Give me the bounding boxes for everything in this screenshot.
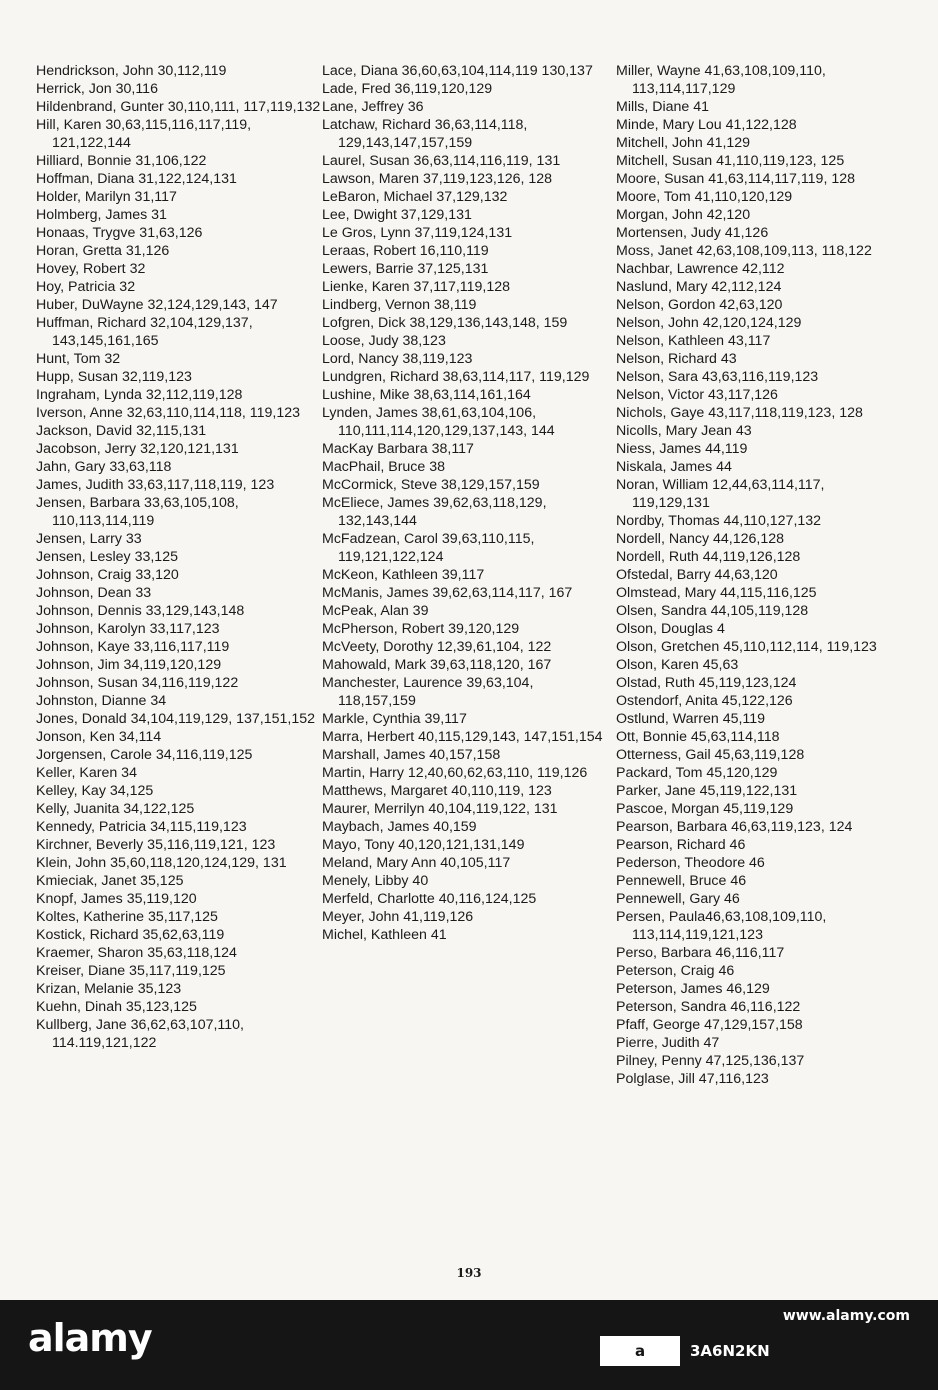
index-entry: Huffman, Richard 32,104,129,137, 143,145,161,165 <box>36 315 253 349</box>
index-entry: Johnson, Kaye 33,116,117,119 <box>36 639 230 655</box>
index-entry: Miller, Wayne 41,63,108,109,110, 113,114,117,129 <box>616 63 826 97</box>
index-entry: Lord, Nancy 38,119,123 <box>322 351 473 367</box>
index-entry: Jahn, Gary 33,63,118 <box>36 459 172 475</box>
index-entry: Packard, Tom 45,120,129 <box>616 765 778 781</box>
index-entry: Lade, Fred 36,119,120,129 <box>322 81 493 97</box>
index-entry: Martin, Harry 12,40,60,62,63,110, 119,126 <box>322 765 588 781</box>
index-entry: Pierre, Judith 47 <box>616 1035 720 1051</box>
index-entry: Ofstedal, Barry 44,63,120 <box>616 567 778 583</box>
index-entry: Hoffman, Diana 31,122,124,131 <box>36 171 237 187</box>
index-entry: Knopf, James 35,119,120 <box>36 891 197 907</box>
index-entry: Hunt, Tom 32 <box>36 351 121 367</box>
alamy-logo: alamy <box>28 1316 152 1360</box>
index-entry: Hill, Karen 30,63,115,116,117,119, 121,122,144 <box>36 117 252 151</box>
index-entry: Klein, John 35,60,118,120,124,129, 131 <box>36 855 287 871</box>
index-entry: Niess, James 44,119 <box>616 441 748 457</box>
index-entry: LeBaron, Michael 37,129,132 <box>322 189 508 205</box>
index-entry: Meyer, John 41,119,126 <box>322 909 474 925</box>
index-entry: Jackson, David 32,115,131 <box>36 423 207 439</box>
index-entry: Hupp, Susan 32,119,123 <box>36 369 192 385</box>
index-entry: Nachbar, Lawrence 42,112 <box>616 261 785 277</box>
index-entry: James, Judith 33,63,117,118,119, 123 <box>36 477 275 493</box>
index-entry: Pilney, Penny 47,125,136,137 <box>616 1053 805 1069</box>
index-entry: Nelson, John 42,120,124,129 <box>616 315 802 331</box>
index-entry: Nordell, Ruth 44,119,126,128 <box>616 549 801 565</box>
index-entry: Hendrickson, John 30,112,119 <box>36 63 227 79</box>
index-entry: Olson, Gretchen 45,110,112,114, 119,123 <box>616 639 877 655</box>
index-entry: Herrick, Jon 30,116 <box>36 81 158 97</box>
index-entry: Minde, Mary Lou 41,122,128 <box>616 117 797 133</box>
index-entry: Merfeld, Charlotte 40,116,124,125 <box>322 891 537 907</box>
page-number: 193 <box>456 1266 482 1280</box>
index-entry: Hildenbrand, Gunter 30,110,111, 117,119,132 <box>36 99 321 115</box>
index-entry: Pascoe, Morgan 45,119,129 <box>616 801 794 817</box>
index-entry: Kuehn, Dinah 35,123,125 <box>36 999 197 1015</box>
index-entry: Loose, Judy 38,123 <box>322 333 446 349</box>
index-entry: Lane, Jeffrey 36 <box>322 99 424 115</box>
index-entry: Naslund, Mary 42,112,124 <box>616 279 782 295</box>
index-entry: McEliece, James 39,62,63,118,129, 132,143,144 <box>322 495 547 529</box>
index-entry: Marshall, James 40,157,158 <box>322 747 501 763</box>
index-entry: Moss, Janet 42,63,108,109,113, 118,122 <box>616 243 872 259</box>
index-entry: Lee, Dwight 37,129,131 <box>322 207 472 223</box>
index-entry: Nelson, Kathleen 43,117 <box>616 333 771 349</box>
index-entry: Mitchell, Susan 41,110,119,123, 125 <box>616 153 845 169</box>
index-entry: McVeety, Dorothy 12,39,61,104, 122 <box>322 639 552 655</box>
index-entry: Jacobson, Jerry 32,120,121,131 <box>36 441 239 457</box>
index-entry: Pennewell, Gary 46 <box>616 891 740 907</box>
index-entry: Mayo, Tony 40,120,121,131,149 <box>322 837 525 853</box>
index-entry: Krizan, Melanie 35,123 <box>36 981 182 997</box>
index-entry: Horan, Gretta 31,126 <box>36 243 170 259</box>
index-entry: Marra, Herbert 40,115,129,143, 147,151,154 <box>322 729 603 745</box>
index-entry: Hoy, Patricia 32 <box>36 279 136 295</box>
index-entry: Olmstead, Mary 44,115,116,125 <box>616 585 817 601</box>
index-entry: Nordby, Thomas 44,110,127,132 <box>616 513 822 529</box>
index-entry: Kennedy, Patricia 34,115,119,123 <box>36 819 247 835</box>
index-entry: Jensen, Larry 33 <box>36 531 142 547</box>
index-entry: Lofgren, Dick 38,129,136,143,148, 159 <box>322 315 568 331</box>
index-entry: Kelley, Kay 34,125 <box>36 783 154 799</box>
index-entry: Menely, Libby 40 <box>322 873 429 889</box>
index-entry: Moore, Susan 41,63,114,117,119, 128 <box>616 171 856 187</box>
index-entry: Lindberg, Vernon 38,119 <box>322 297 477 313</box>
index-entry: Pearson, Richard 46 <box>616 837 746 853</box>
index-entry: Laurel, Susan 36,63,114,116,119, 131 <box>322 153 561 169</box>
index-entry: Jonson, Ken 34,114 <box>36 729 162 745</box>
index-column-1 <box>36 62 326 1052</box>
index-entry: Kraemer, Sharon 35,63,118,124 <box>36 945 237 961</box>
index-entry: McPeak, Alan 39 <box>322 603 429 619</box>
index-entry: Maurer, Merrilyn 40,104,119,122, 131 <box>322 801 558 817</box>
index-entry: Ostlund, Warren 45,119 <box>616 711 766 727</box>
index-entry: Johnson, Jim 34,119,120,129 <box>36 657 222 673</box>
index-entry: Moore, Tom 41,110,120,129 <box>616 189 793 205</box>
index-entry: Pearson, Barbara 46,63,119,123, 124 <box>616 819 853 835</box>
index-entry: Mortensen, Judy 41,126 <box>616 225 769 241</box>
index-entry: McKeon, Kathleen 39,117 <box>322 567 485 583</box>
index-entry: Koltes, Katherine 35,117,125 <box>36 909 218 925</box>
index-entry: Pennewell, Bruce 46 <box>616 873 747 889</box>
index-entry: MacKay Barbara 38,117 <box>322 441 474 457</box>
index-entry: Honaas, Trygve 31,63,126 <box>36 225 203 241</box>
index-entry: Johnston, Dianne 34 <box>36 693 167 709</box>
index-entry: Lynden, James 38,61,63,104,106, 110,111,114,120,129,137,143, 144 <box>322 405 555 439</box>
index-entry: Otterness, Gail 45,63,119,128 <box>616 747 805 763</box>
index-entry: Peterson, James 46,129 <box>616 981 770 997</box>
index-entry: Lushine, Mike 38,63,114,161,164 <box>322 387 531 403</box>
index-entry: Nichols, Gaye 43,117,118,119,123, 128 <box>616 405 863 421</box>
index-entry: Nicolls, Mary Jean 43 <box>616 423 752 439</box>
index-entry: Olsen, Sandra 44,105,119,128 <box>616 603 809 619</box>
index-entry: Maybach, James 40,159 <box>322 819 477 835</box>
index-entry: Jensen, Lesley 33,125 <box>36 549 178 565</box>
index-entry: Nordell, Nancy 44,126,128 <box>616 531 784 547</box>
index-entry: Polglase, Jill 47,116,123 <box>616 1071 769 1087</box>
index-entry: Hilliard, Bonnie 31,106,122 <box>36 153 207 169</box>
index-entry: Jensen, Barbara 33,63,105,108, 110,113,114,119 <box>36 495 239 529</box>
index-entry: Meland, Mary Ann 40,105,117 <box>322 855 511 871</box>
index-entry: Jorgensen, Carole 34,116,119,125 <box>36 747 253 763</box>
index-entry: McPherson, Robert 39,120,129 <box>322 621 520 637</box>
index-column-2 <box>322 62 612 944</box>
index-entry: Michel, Kathleen 41 <box>322 927 447 943</box>
index-entry: Perso, Barbara 46,116,117 <box>616 945 785 961</box>
index-entry: Ostendorf, Anita 45,122,126 <box>616 693 793 709</box>
index-entry: Kreiser, Diane 35,117,119,125 <box>36 963 226 979</box>
index-entry: Johnson, Dean 33 <box>36 585 152 601</box>
index-column-3 <box>616 62 906 1088</box>
index-entry: Pederson, Theodore 46 <box>616 855 765 871</box>
index-entry: Latchaw, Richard 36,63,114,118, 129,143,147,157,159 <box>322 117 528 151</box>
index-entry: Huber, DuWayne 32,124,129,143, 147 <box>36 297 278 313</box>
index-entry: Mahowald, Mark 39,63,118,120, 167 <box>322 657 552 673</box>
index-entry: Hovey, Robert 32 <box>36 261 146 277</box>
index-entry: Ingraham, Lynda 32,112,119,128 <box>36 387 243 403</box>
index-entry: Kostick, Richard 35,62,63,119 <box>36 927 225 943</box>
index-entry: Kirchner, Beverly 35,116,119,121, 123 <box>36 837 276 853</box>
index-entry: Nelson, Gordon 42,63,120 <box>616 297 783 313</box>
index-entry: Jones, Donald 34,104,119,129, 137,151,152 <box>36 711 315 727</box>
index-entry: Pfaff, George 47,129,157,158 <box>616 1017 803 1033</box>
watermark-bar <box>0 1300 938 1390</box>
index-entry: Holmberg, James 31 <box>36 207 167 223</box>
index-entry: Nelson, Sara 43,63,116,119,123 <box>616 369 819 385</box>
index-entry: Nelson, Richard 43 <box>616 351 737 367</box>
index-entry: Keller, Karen 34 <box>36 765 137 781</box>
index-entry: Kelly, Juanita 34,122,125 <box>36 801 195 817</box>
image-id: 3A6N2KN <box>690 1342 770 1360</box>
index-entry: Markle, Cynthia 39,117 <box>322 711 467 727</box>
index-entry: Lienke, Karen 37,117,119,128 <box>322 279 511 295</box>
index-entry: Johnson, Dennis 33,129,143,148 <box>36 603 245 619</box>
index-entry: MacPhail, Bruce 38 <box>322 459 446 475</box>
index-entry: McManis, James 39,62,63,114,117, 167 <box>322 585 573 601</box>
index-entry: Lace, Diana 36,60,63,104,114,119 130,137 <box>322 63 593 79</box>
index-entry: Morgan, John 42,120 <box>616 207 751 223</box>
index-entry: Olson, Douglas 4 <box>616 621 725 637</box>
index-entry: Noran, William 12,44,63,114,117, 119,129,131 <box>616 477 825 511</box>
index-entry: Lundgren, Richard 38,63,114,117, 119,129 <box>322 369 590 385</box>
index-entry: Holder, Marilyn 31,117 <box>36 189 177 205</box>
index-entry: Niskala, James 44 <box>616 459 732 475</box>
index-entry: Kullberg, Jane 36,62,63,107,110, 114.119,121,122 <box>36 1017 244 1051</box>
index-entry: Kmieciak, Janet 35,125 <box>36 873 184 889</box>
index-entry: Parker, Jane 45,119,122,131 <box>616 783 798 799</box>
index-entry: Manchester, Laurence 39,63,104, 118,157,159 <box>322 675 534 709</box>
index-entry: Nelson, Victor 43,117,126 <box>616 387 778 403</box>
index-entry: Mitchell, John 41,129 <box>616 135 751 151</box>
index-entry: Olstad, Ruth 45,119,123,124 <box>616 675 797 691</box>
index-entry: Lewers, Barrie 37,125,131 <box>322 261 489 277</box>
index-entry: McFadzean, Carol 39,63,110,115, 119,121,122,124 <box>322 531 535 565</box>
index-entry: Leraas, Robert 16,110,119 <box>322 243 489 259</box>
index-entry: Johnson, Craig 33,120 <box>36 567 179 583</box>
index-entry: Iverson, Anne 32,63,110,114,118, 119,123 <box>36 405 300 421</box>
index-entry: Ott, Bonnie 45,63,114,118 <box>616 729 780 745</box>
index-entry: Peterson, Sandra 46,116,122 <box>616 999 801 1015</box>
index-entry: Le Gros, Lynn 37,119,124,131 <box>322 225 513 241</box>
index-entry: Persen, Paula46,63,108,109,110, 113,114,119,121,123 <box>616 909 827 943</box>
site-url: www.alamy.com <box>782 1308 910 1324</box>
alamy-badge: a <box>600 1336 680 1366</box>
index-entry: Johnson, Karolyn 33,117,123 <box>36 621 220 637</box>
index-entry: Johnson, Susan 34,116,119,122 <box>36 675 239 691</box>
index-entry: Matthews, Margaret 40,110,119, 123 <box>322 783 552 799</box>
index-entry: Peterson, Craig 46 <box>616 963 735 979</box>
index-entry: Mills, Diane 41 <box>616 99 710 115</box>
index-entry: Olson, Karen 45,63 <box>616 657 739 673</box>
index-entry: Lawson, Maren 37,119,123,126, 128 <box>322 171 553 187</box>
index-entry: McCormick, Steve 38,129,157,159 <box>322 477 540 493</box>
